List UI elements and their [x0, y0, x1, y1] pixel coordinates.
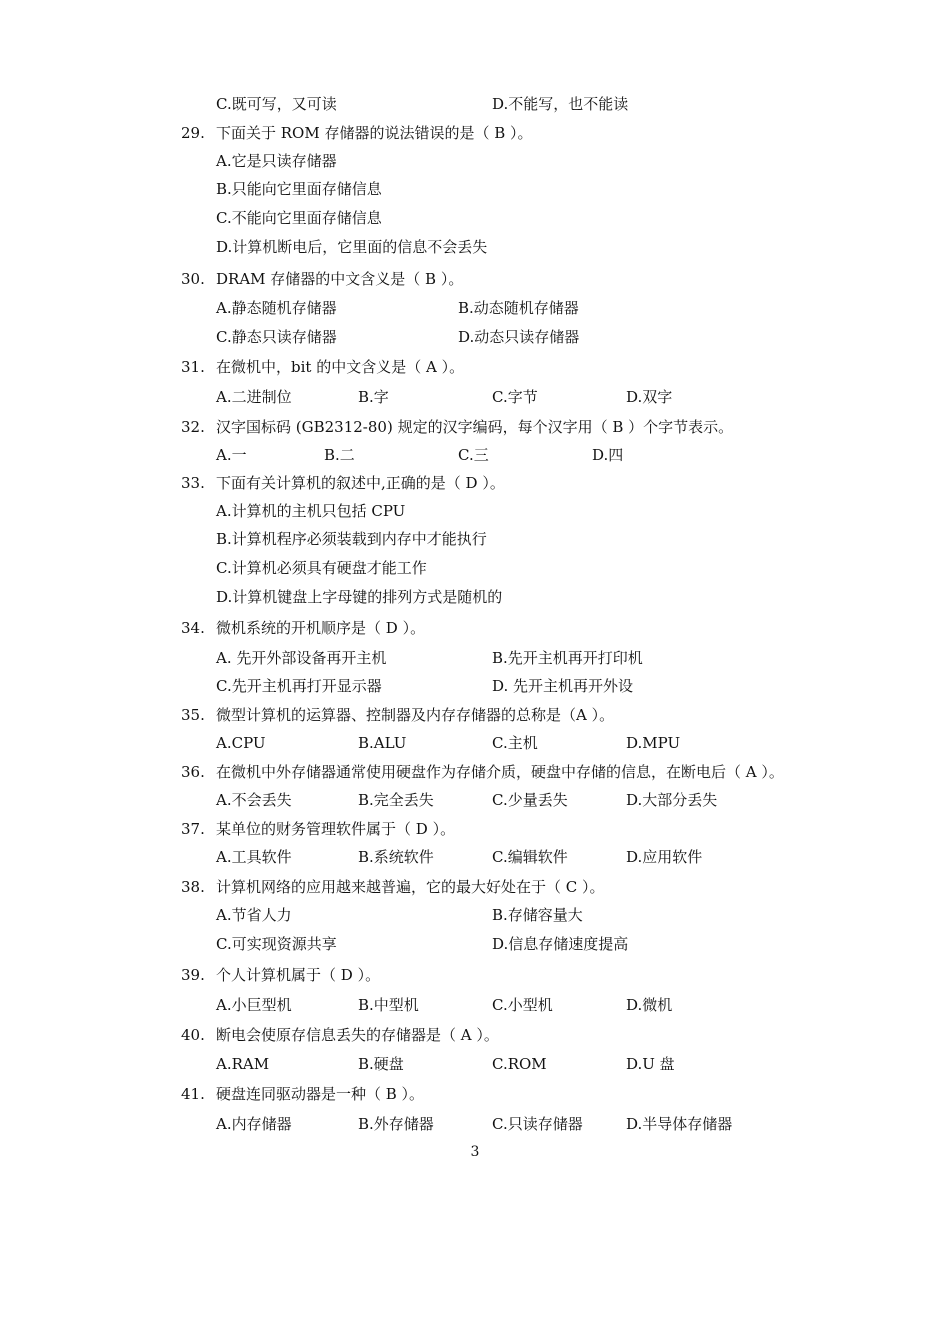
question-row	[0, 1024, 950, 1046]
question-number: 37.	[181, 820, 205, 838]
option-label: B.字	[358, 388, 389, 406]
option-label: A.工具软件	[216, 848, 292, 866]
option-label: C.不能向它里面存储信息	[216, 209, 382, 227]
options-row	[0, 732, 950, 754]
options-row	[0, 933, 950, 955]
options-row	[0, 528, 950, 550]
options-row	[0, 93, 950, 115]
question-row	[0, 964, 950, 986]
option-label: A.不会丢失	[216, 791, 292, 809]
options-row	[0, 994, 950, 1016]
option-label: C.字节	[492, 388, 538, 406]
option-label: C.先开主机再打开显示器	[216, 677, 382, 695]
option-label: D.计算机断电后，它里面的信息不会丢失	[216, 238, 488, 256]
options-row	[0, 297, 950, 319]
question-text: 断电会使原存信息丢失的存储器是（ A ）。	[216, 1026, 499, 1044]
question-text: 下面关于 ROM 存储器的说法错误的是（ B ）。	[216, 124, 533, 142]
option-label: B.外存储器	[358, 1115, 434, 1133]
question-number: 41.	[181, 1085, 205, 1103]
option-label: C.编辑软件	[492, 848, 568, 866]
options-row	[0, 647, 950, 669]
options-row	[0, 207, 950, 229]
options-row	[0, 1113, 950, 1135]
option-label: D.双字	[626, 388, 673, 406]
question-text: 微型计算机的运算器、控制器及内存存储器的总称是（A ）。	[216, 706, 615, 724]
question-number: 39.	[181, 966, 205, 984]
question-number: 36.	[181, 763, 205, 781]
option-label: B.动态随机存储器	[458, 299, 579, 317]
question-number: 34.	[181, 619, 205, 637]
option-label: D.应用软件	[626, 848, 703, 866]
options-row	[0, 846, 950, 868]
option-label: C.小型机	[492, 996, 553, 1014]
option-label: C.可实现资源共享	[216, 935, 337, 953]
option-label: B.硬盘	[358, 1055, 404, 1073]
option-label: C.三	[458, 446, 489, 464]
question-text: 微机系统的开机顺序是（ D ）。	[216, 619, 426, 637]
option-label: C.只读存储器	[492, 1115, 583, 1133]
option-label: D.不能写，也不能读	[492, 95, 629, 113]
option-label: B.先开主机再开打印机	[492, 649, 643, 667]
options-row	[0, 557, 950, 579]
option-label: A.节省人力	[216, 906, 292, 924]
question-text: 在微机中，bit 的中文含义是（ A ）。	[216, 358, 465, 376]
option-label: C.既可写，又可读	[216, 95, 337, 113]
option-label: C.少量丢失	[492, 791, 568, 809]
question-number: 29.	[181, 124, 205, 142]
option-label: D.计算机键盘上字母键的排列方式是随机的	[216, 588, 503, 606]
option-label: A.一	[216, 446, 247, 464]
options-row	[0, 236, 950, 258]
question-row	[0, 472, 950, 494]
option-label: D.动态只读存储器	[458, 328, 580, 346]
options-row	[0, 789, 950, 811]
options-row	[0, 904, 950, 926]
option-label: D.MPU	[626, 734, 681, 752]
question-row	[0, 1083, 950, 1105]
question-row	[0, 268, 950, 290]
question-text: 个人计算机属于（ D ）。	[216, 966, 381, 984]
option-label: C.ROM	[492, 1055, 547, 1073]
option-label: A.RAM	[216, 1055, 270, 1073]
question-row	[0, 818, 950, 840]
option-label: B.完全丢失	[358, 791, 434, 809]
option-label: D.信息存储速度提高	[492, 935, 629, 953]
question-row	[0, 761, 950, 783]
question-text: 计算机网络的应用越来越普遍，它的最大好处在于（ C ）。	[216, 878, 605, 896]
question-row	[0, 356, 950, 378]
option-label: B.ALU	[358, 734, 407, 752]
option-label: C.主机	[492, 734, 538, 752]
question-number: 38.	[181, 878, 205, 896]
options-row	[0, 586, 950, 608]
option-label: A.小巨型机	[216, 996, 292, 1014]
question-number: 32.	[181, 418, 205, 436]
option-label: B.系统软件	[358, 848, 434, 866]
options-row	[0, 150, 950, 172]
page-number: 3	[470, 1144, 480, 1160]
option-label: D.U 盘	[626, 1055, 675, 1073]
question-text: 某单位的财务管理软件属于（ D ）。	[216, 820, 456, 838]
question-number: 31.	[181, 358, 205, 376]
options-row	[0, 444, 950, 466]
question-row	[0, 617, 950, 639]
option-label: B.计算机程序必须装载到内存中才能执行	[216, 530, 487, 548]
option-label: B.只能向它里面存储信息	[216, 180, 382, 198]
option-label: A.静态随机存储器	[216, 299, 337, 317]
option-label: A. 先开外部设备再开主机	[216, 649, 387, 667]
option-label: A.内存储器	[216, 1115, 292, 1133]
options-row	[0, 1053, 950, 1075]
option-label: D.四	[592, 446, 624, 464]
option-label: D.大部分丢失	[626, 791, 718, 809]
options-row	[0, 178, 950, 200]
question-text: 汉字国标码 (GB2312-80) 规定的汉字编码，每个汉字用（ B ）个字节表示。	[216, 418, 734, 436]
question-number: 30.	[181, 270, 205, 288]
question-number: 33.	[181, 474, 205, 492]
option-label: A.它是只读存储器	[216, 152, 337, 170]
question-text: 在微机中外存储器通常使用硬盘作为存储介质，硬盘中存储的信息，在断电后（ A ）。	[216, 763, 784, 781]
option-label: C.静态只读存储器	[216, 328, 337, 346]
option-label: D.半导体存储器	[626, 1115, 733, 1133]
question-text: DRAM 存储器的中文含义是（ B ）。	[216, 270, 464, 288]
question-text: 硬盘连同驱动器是一种（ B ）。	[216, 1085, 425, 1103]
option-label: B.二	[324, 446, 355, 464]
question-row	[0, 876, 950, 898]
options-row	[0, 386, 950, 408]
options-row	[0, 326, 950, 348]
option-label: B.存储容量大	[492, 906, 583, 924]
option-label: A.二进制位	[216, 388, 292, 406]
options-row	[0, 500, 950, 522]
question-number: 40.	[181, 1026, 205, 1044]
question-row	[0, 122, 950, 144]
question-row	[0, 704, 950, 726]
question-text: 下面有关计算机的叙述中,正确的是（ D ）。	[216, 474, 505, 492]
option-label: D. 先开主机再开外设	[492, 677, 634, 695]
options-row	[0, 675, 950, 697]
option-label: C.计算机必须具有硬盘才能工作	[216, 559, 427, 577]
option-label: D.微机	[626, 996, 673, 1014]
question-row	[0, 416, 950, 438]
option-label: B.中型机	[358, 996, 419, 1014]
option-label: A.计算机的主机只包括 CPU	[216, 502, 406, 520]
option-label: A.CPU	[216, 734, 266, 752]
question-number: 35.	[181, 706, 205, 724]
